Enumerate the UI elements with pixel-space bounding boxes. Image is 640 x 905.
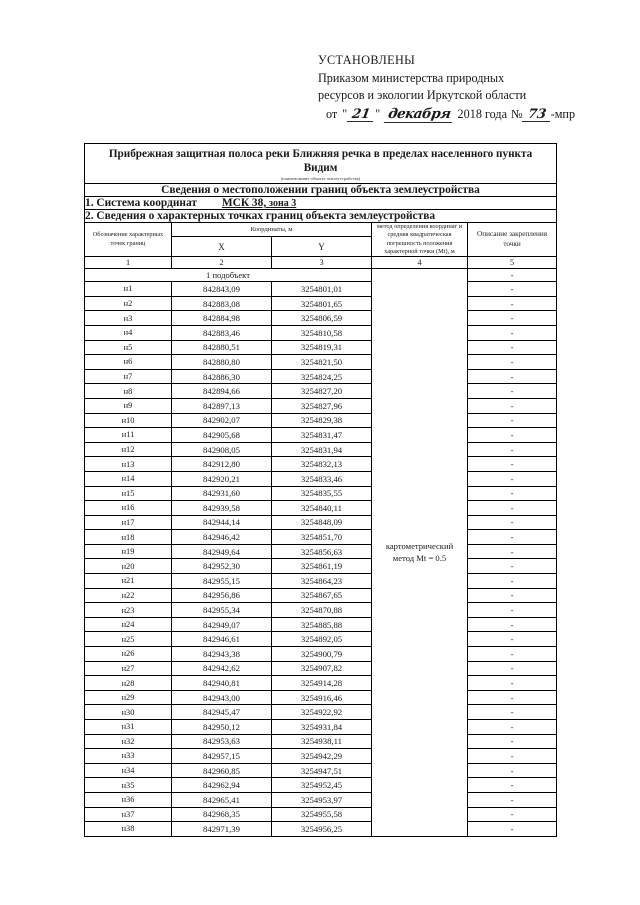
point-designation: н24 xyxy=(85,617,172,632)
fixing-description: - xyxy=(468,544,557,559)
coordinate-y: 3254835,55 xyxy=(272,486,372,501)
fixing-description: - xyxy=(468,749,557,764)
coordinate-x: 842939,58 xyxy=(172,501,272,516)
header-y: Y xyxy=(272,237,372,257)
coordinate-y: 3254831,94 xyxy=(272,442,372,457)
coordinate-x: 842880,51 xyxy=(172,340,272,355)
coordinate-x: 842945,47 xyxy=(172,705,272,720)
coordinate-y: 3254856,63 xyxy=(272,544,372,559)
coordinate-y: 3254861,19 xyxy=(272,559,372,574)
column-number-5: 5 xyxy=(468,257,557,269)
coordinate-x: 842943,38 xyxy=(172,647,272,662)
table-row xyxy=(85,661,557,676)
coordinate-x: 842920,21 xyxy=(172,471,272,486)
fixing-description: - xyxy=(468,647,557,662)
points-section-label: 2. Сведения о характерных точках границ объекта землеустройства xyxy=(85,210,557,223)
method-line-1: картометрический xyxy=(385,541,454,552)
point-designation: н11 xyxy=(85,428,172,443)
coordinate-x: 842955,15 xyxy=(172,574,272,589)
table-row xyxy=(85,705,557,720)
table-row xyxy=(85,486,557,501)
point-designation: н7 xyxy=(85,369,172,384)
table-header-row-1 xyxy=(85,223,557,237)
coordinate-y: 3254938,11 xyxy=(272,734,372,749)
subobject-label: 1 подобъект xyxy=(85,269,372,282)
coordinate-y: 3254953,97 xyxy=(272,792,372,807)
point-designation: н16 xyxy=(85,501,172,516)
table-row xyxy=(85,617,557,632)
number-sign: № xyxy=(511,107,523,122)
coordinate-system-label: 1. Система координат xyxy=(85,197,197,209)
table-row xyxy=(85,544,557,559)
coordinate-y: 3254806,59 xyxy=(272,311,372,326)
date-prefix: от xyxy=(326,107,338,122)
coordinate-x: 842894,66 xyxy=(172,384,272,399)
coordinate-x: 842843,09 xyxy=(172,282,272,297)
coordinate-y: 3254840,11 xyxy=(272,501,372,516)
handwritten-month: декабря xyxy=(384,108,455,123)
coordinate-y: 3254900,79 xyxy=(272,647,372,662)
column-number-row xyxy=(85,257,557,269)
coordinate-y: 3254801,65 xyxy=(272,296,372,311)
header-coordinates-group: Координаты, м xyxy=(172,223,372,237)
fixing-description: - xyxy=(468,501,557,516)
land-survey-table xyxy=(84,143,557,837)
coordinate-y: 3254848,09 xyxy=(272,515,372,530)
point-designation: н26 xyxy=(85,647,172,662)
section-header-row xyxy=(85,184,557,197)
coordinate-x: 842880,80 xyxy=(172,355,272,370)
table-row xyxy=(85,588,557,603)
point-designation: н14 xyxy=(85,471,172,486)
method-cell xyxy=(372,269,468,837)
point-designation: н37 xyxy=(85,807,172,822)
table-row xyxy=(85,778,557,793)
column-number-4: 4 xyxy=(372,257,468,269)
coordinate-x: 842952,30 xyxy=(172,559,272,574)
point-designation: н20 xyxy=(85,559,172,574)
coordinate-y: 3254914,28 xyxy=(272,676,372,691)
point-designation: н35 xyxy=(85,778,172,793)
coordinate-y: 3254867,65 xyxy=(272,588,372,603)
point-designation: н15 xyxy=(85,486,172,501)
fixing-description: - xyxy=(468,325,557,340)
fixing-description: - xyxy=(468,398,557,413)
point-designation: н29 xyxy=(85,690,172,705)
table-row xyxy=(85,311,557,326)
table-row xyxy=(85,734,557,749)
coordinate-y: 3254942,29 xyxy=(272,749,372,764)
coordinate-x: 842955,34 xyxy=(172,603,272,618)
table-row xyxy=(85,296,557,311)
coordinate-system-cell xyxy=(85,197,557,210)
coordinate-x: 842883,46 xyxy=(172,325,272,340)
document-title-cell xyxy=(85,144,557,184)
table-row xyxy=(85,792,557,807)
fixing-description: - xyxy=(468,588,557,603)
table-row xyxy=(85,471,557,486)
table-row xyxy=(85,325,557,340)
coordinate-system-zone: зона 3 xyxy=(269,198,297,209)
coordinate-x: 842971,39 xyxy=(172,822,272,837)
table-row xyxy=(85,822,557,837)
coordinate-x: 842949,07 xyxy=(172,617,272,632)
coordinate-y: 3254810,58 xyxy=(272,325,372,340)
fixing-description: - xyxy=(468,384,557,399)
table-row xyxy=(85,763,557,778)
point-designation: н2 xyxy=(85,296,172,311)
header-point-designation: Обозначение характерных точек границ xyxy=(85,223,172,257)
coordinate-y: 3254833,46 xyxy=(272,471,372,486)
fixing-description: - xyxy=(468,574,557,589)
fixing-description: - xyxy=(468,486,557,501)
coordinate-x: 842905,68 xyxy=(172,428,272,443)
point-designation: н32 xyxy=(85,734,172,749)
quote-open: " xyxy=(342,107,348,122)
point-designation: н5 xyxy=(85,340,172,355)
point-designation: н25 xyxy=(85,632,172,647)
fixing-description: - xyxy=(468,632,557,647)
fixing-description: - xyxy=(468,617,557,632)
table-row xyxy=(85,457,557,472)
table-row xyxy=(85,442,557,457)
table-row xyxy=(85,603,557,618)
point-designation: н21 xyxy=(85,574,172,589)
approval-heading: УСТАНОВЛЕНЫ xyxy=(318,53,416,67)
fixing-description: - xyxy=(468,778,557,793)
fixing-description: - xyxy=(468,282,557,297)
point-designation: н9 xyxy=(85,398,172,413)
fixing-description: - xyxy=(468,734,557,749)
table-row xyxy=(85,632,557,647)
title-row xyxy=(85,144,557,184)
column-number-2: 2 xyxy=(172,257,272,269)
fixing-description: - xyxy=(468,340,557,355)
header-fixing-description: Описание закрепления точки xyxy=(468,223,557,257)
coordinate-y: 3254907,82 xyxy=(272,661,372,676)
table-row xyxy=(85,559,557,574)
fixing-description: - xyxy=(468,355,557,370)
fixing-description: - xyxy=(468,661,557,676)
point-designation: н19 xyxy=(85,544,172,559)
date-year: 2018 года xyxy=(457,107,508,122)
approval-block xyxy=(318,52,618,124)
fixing-description: - xyxy=(468,515,557,530)
fixing-description: - xyxy=(468,705,557,720)
coordinate-x: 842946,61 xyxy=(172,632,272,647)
point-designation: н33 xyxy=(85,749,172,764)
fixing-description: - xyxy=(468,296,557,311)
coordinate-y: 3254819,31 xyxy=(272,340,372,355)
column-number-1: 1 xyxy=(85,257,172,269)
coordinate-x: 842942,62 xyxy=(172,661,272,676)
point-designation: н36 xyxy=(85,792,172,807)
point-designation: н17 xyxy=(85,515,172,530)
table-row xyxy=(85,676,557,691)
coordinate-y: 3254821,50 xyxy=(272,355,372,370)
coordinate-y: 3254801,01 xyxy=(272,282,372,297)
coordinate-x: 842944,14 xyxy=(172,515,272,530)
coordinate-y: 3254956,25 xyxy=(272,822,372,837)
coordinate-y: 3254832,13 xyxy=(272,457,372,472)
point-designation: н31 xyxy=(85,720,172,735)
fixing-description: - xyxy=(468,690,557,705)
coordinate-x: 842931,60 xyxy=(172,486,272,501)
table-row xyxy=(85,530,557,545)
point-designation: н6 xyxy=(85,355,172,370)
fixing-description: - xyxy=(468,311,557,326)
table-row xyxy=(85,647,557,662)
coordinate-y: 3254827,96 xyxy=(272,398,372,413)
coordinate-y: 3254955,58 xyxy=(272,807,372,822)
table-row xyxy=(85,501,557,516)
table-row xyxy=(85,369,557,384)
coordinate-y: 3254916,46 xyxy=(272,690,372,705)
table-row xyxy=(85,355,557,370)
fixing-description: - xyxy=(468,720,557,735)
coordinate-y: 3254864,23 xyxy=(272,574,372,589)
coordinate-x: 842884,98 xyxy=(172,311,272,326)
fixing-description: - xyxy=(468,442,557,457)
point-designation: н18 xyxy=(85,530,172,545)
fixing-description: - xyxy=(468,559,557,574)
table-row xyxy=(85,384,557,399)
fixing-description-subobject: - xyxy=(468,269,557,282)
header-method: метод определения координат и средняя квадратическая погрешность положения характерной точки (Mt), м xyxy=(372,223,468,257)
fixing-description: - xyxy=(468,676,557,691)
approval-date-line xyxy=(318,106,618,124)
coordinate-x: 842949,64 xyxy=(172,544,272,559)
table-row xyxy=(85,690,557,705)
table-row xyxy=(85,574,557,589)
point-designation: н38 xyxy=(85,822,172,837)
table-row xyxy=(85,340,557,355)
coordinate-system-row xyxy=(85,197,557,210)
fixing-description: - xyxy=(468,603,557,618)
document-title-caption: (наименование объекта землеустройства) xyxy=(280,176,361,181)
method-line-2: метод Mt = 0.5 xyxy=(392,553,447,564)
handwritten-doc-number: 73 xyxy=(522,108,552,122)
doc-number-suffix: -мпр xyxy=(550,107,576,122)
coordinate-y: 3254892,05 xyxy=(272,632,372,647)
approval-line-2: ресурсов и экологии Иркутской области xyxy=(318,88,527,103)
table-row xyxy=(85,720,557,735)
quote-close: " xyxy=(375,107,381,122)
coordinate-x: 842962,94 xyxy=(172,778,272,793)
point-designation: н1 xyxy=(85,282,172,297)
table-row xyxy=(85,807,557,822)
points-section-row xyxy=(85,210,557,223)
section-header: Сведения о местоположении границ объекта землеустройства xyxy=(85,184,557,197)
table-row xyxy=(85,749,557,764)
table-row xyxy=(85,413,557,428)
fixing-description: - xyxy=(468,457,557,472)
coordinate-y: 3254870,88 xyxy=(272,603,372,618)
fixing-description: - xyxy=(468,763,557,778)
point-designation: н13 xyxy=(85,457,172,472)
coordinate-system-value xyxy=(200,197,296,209)
coordinate-y: 3254885,88 xyxy=(272,617,372,632)
coordinate-x: 842943,00 xyxy=(172,690,272,705)
approval-line-1: Приказом министерства природных xyxy=(318,70,505,85)
coordinate-system-code: МСК 38, xyxy=(221,197,267,209)
fixing-description: - xyxy=(468,413,557,428)
point-designation: н22 xyxy=(85,588,172,603)
coordinate-x: 842908,05 xyxy=(172,442,272,457)
point-designation: н23 xyxy=(85,603,172,618)
column-number-3: 3 xyxy=(272,257,372,269)
point-designation: н4 xyxy=(85,325,172,340)
fixing-description: - xyxy=(468,471,557,486)
fixing-description: - xyxy=(468,822,557,837)
coordinate-y: 3254851,70 xyxy=(272,530,372,545)
coordinate-x: 842946,42 xyxy=(172,530,272,545)
header-x: X xyxy=(172,237,272,257)
point-designation: н27 xyxy=(85,661,172,676)
coordinate-x: 842956,86 xyxy=(172,588,272,603)
coordinate-x: 842953,63 xyxy=(172,734,272,749)
fixing-description: - xyxy=(468,530,557,545)
coordinate-x: 842965,41 xyxy=(172,792,272,807)
subobject-row xyxy=(85,269,557,282)
point-designation: н10 xyxy=(85,413,172,428)
coordinate-x: 842886,30 xyxy=(172,369,272,384)
coordinate-y: 3254922,92 xyxy=(272,705,372,720)
coordinate-y: 3254831,47 xyxy=(272,428,372,443)
coordinate-y: 3254952,45 xyxy=(272,778,372,793)
coordinate-y: 3254947,51 xyxy=(272,763,372,778)
coordinate-y: 3254931,84 xyxy=(272,720,372,735)
table-row xyxy=(85,398,557,413)
coordinate-x: 842897,13 xyxy=(172,398,272,413)
fixing-description: - xyxy=(468,369,557,384)
table-row xyxy=(85,282,557,297)
coordinate-x: 842912,80 xyxy=(172,457,272,472)
fixing-description: - xyxy=(468,807,557,822)
coordinate-x: 842957,15 xyxy=(172,749,272,764)
coordinate-x: 842883,08 xyxy=(172,296,272,311)
coordinate-x: 842960,85 xyxy=(172,763,272,778)
coordinate-x: 842902,07 xyxy=(172,413,272,428)
coordinate-x: 842940,81 xyxy=(172,676,272,691)
fixing-description: - xyxy=(468,428,557,443)
point-designation: н12 xyxy=(85,442,172,457)
table-row xyxy=(85,515,557,530)
coordinate-y: 3254829,38 xyxy=(272,413,372,428)
coordinate-y: 3254827,20 xyxy=(272,384,372,399)
coordinate-y: 3254824,25 xyxy=(272,369,372,384)
point-designation: н8 xyxy=(85,384,172,399)
point-designation: н28 xyxy=(85,676,172,691)
table-row xyxy=(85,428,557,443)
point-designation: н3 xyxy=(85,311,172,326)
point-designation: н30 xyxy=(85,705,172,720)
point-designation: н34 xyxy=(85,763,172,778)
document-title: Прибрежная защитная полоса реки Ближняя речка в пределах населенного пункта Видим xyxy=(108,148,533,174)
coordinate-x: 842968,35 xyxy=(172,807,272,822)
coordinate-x: 842950,12 xyxy=(172,720,272,735)
handwritten-day: 21 xyxy=(347,108,375,122)
fixing-description: - xyxy=(468,792,557,807)
